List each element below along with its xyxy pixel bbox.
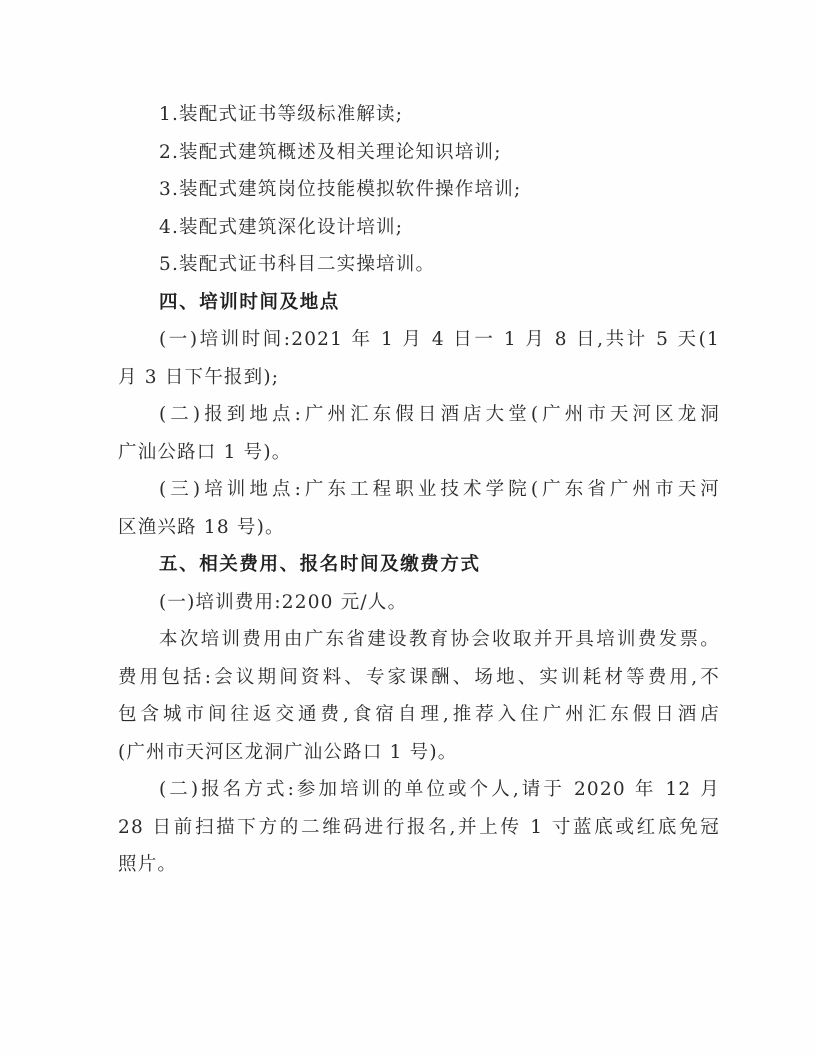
list-item: 4.装配式建筑深化设计培训; xyxy=(159,216,404,238)
list-item: 3.装配式建筑岗位技能模拟软件操作培训; xyxy=(159,179,522,200)
section-heading-time-location: 四、培训时间及地点 xyxy=(159,291,340,313)
fee-description-line-1: 本次培训费用由广东省建设教育协会收取并开具培训费发票。 xyxy=(159,629,720,650)
fee-description-line-4: (广州市天河区龙洞广汕公路口 1 号)。 xyxy=(118,741,458,763)
training-venue-line-1: (三)培训地点:广东工程职业技术学院(广东省广州市天河 xyxy=(159,479,720,500)
list-item: 2.装配式建筑概述及相关理论知识培训; xyxy=(159,141,502,163)
list-item: 5.装配式证书科目二实操培训。 xyxy=(159,254,436,275)
report-location-line-1: (二)报到地点:广州汇东假日酒店大堂(广州市天河区龙洞 xyxy=(159,404,720,425)
training-time-line-1: (一)培训时间:2021 年 1 月 4 日一 1 月 8 日,共计 5 天(1 xyxy=(159,329,720,350)
signup-method-line-3: 照片。 xyxy=(118,854,178,875)
fee-description-line-2: 费用包括:会议期间资料、专家课酬、场地、实训耗材等费用,不 xyxy=(118,666,720,688)
report-location-line-2: 广汕公路口 1 号)。 xyxy=(118,441,292,463)
fee-description-line-3: 包含城市间往返交通费,食宿自理,推荐入住广州汇东假日酒店 xyxy=(118,704,720,725)
document-body xyxy=(118,96,720,884)
signup-method-line-2: 28 日前扫描下方的二维码进行报名,并上传 1 寸蓝底或红底免冠 xyxy=(118,816,720,838)
training-fee: (一)培训费用:2200 元/人。 xyxy=(159,591,408,613)
list-item: 1.装配式证书等级标准解读; xyxy=(159,104,404,125)
signup-method-line-1: (二)报名方式:参加培训的单位或个人,请于 2020 年 12 月 xyxy=(159,779,720,800)
training-time-line-2: 月 3 日下午报到); xyxy=(118,366,280,388)
section-heading-fees: 五、相关费用、报名时间及缴费方式 xyxy=(159,554,481,575)
training-venue-line-2: 区渔兴路 18 号)。 xyxy=(118,516,285,538)
